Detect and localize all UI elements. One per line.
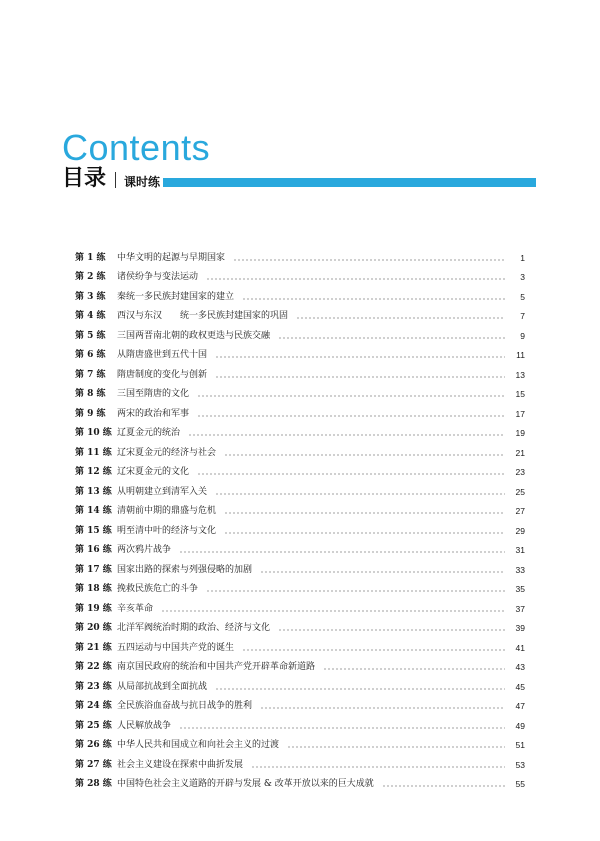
toc-leader-dots <box>296 317 505 319</box>
toc-entry-page: 29 <box>515 525 525 536</box>
toc-leader-dots <box>278 337 505 339</box>
toc-entry-number: 第 5 练 <box>75 330 106 341</box>
toc-entry[interactable] <box>75 268 525 288</box>
toc-entry-page: 35 <box>515 584 525 595</box>
toc-entry-title: 挽救民族危亡的斗争 <box>117 584 199 595</box>
toc-entry-page: 55 <box>515 779 525 790</box>
toc-leader-dots <box>215 688 505 690</box>
toc-entry-title: 五四运动与中国共产党的诞生 <box>117 642 235 653</box>
toc-entry[interactable] <box>75 580 525 600</box>
toc-title-cn: 目录 <box>62 166 107 191</box>
toc-entry-number: 第 7 练 <box>75 369 106 380</box>
toc-entry-title: 南京国民政府的统治和中国共产党开辟革命新道路 <box>117 662 316 673</box>
toc-entry-page: 5 <box>520 291 525 302</box>
toc-entry[interactable] <box>75 326 525 346</box>
toc-entry-page: 27 <box>515 506 525 517</box>
toc-entry-page: 13 <box>515 369 525 380</box>
toc-entry-title: 明至清中叶的经济与文化 <box>117 525 217 536</box>
toc-leader-dots <box>215 376 505 378</box>
toc-entry[interactable] <box>75 385 525 405</box>
toc-entry-number: 第 15 练 <box>75 525 112 536</box>
toc-leader-dots <box>215 356 505 358</box>
toc-entry-page: 43 <box>515 662 525 673</box>
toc-entry-number: 第 20 练 <box>75 623 112 634</box>
toc-entry-number: 第 25 练 <box>75 720 112 731</box>
toc-entry-title: 中华文明的起源与早期国家 <box>117 252 226 263</box>
toc-entry-number: 第 16 练 <box>75 545 112 556</box>
toc-entry-title: 北洋军阀统治时期的政治、经济与文化 <box>117 623 271 634</box>
toc-entry[interactable] <box>75 677 525 697</box>
toc-leader-dots <box>197 395 505 397</box>
toc-leader-dots <box>233 259 505 261</box>
toc-entry-title: 从明朝建立到清军入关 <box>117 486 208 497</box>
toc-entry-title: 辽宋夏金元的文化 <box>117 467 190 478</box>
title-row <box>62 166 536 192</box>
toc-entry-number: 第 17 练 <box>75 564 112 575</box>
toc-entry[interactable] <box>75 482 525 502</box>
toc-entry-number: 第 8 练 <box>75 389 106 400</box>
toc-entry[interactable] <box>75 638 525 658</box>
toc-leader-dots <box>260 571 505 573</box>
toc-leader-dots <box>278 629 505 631</box>
toc-entry-number: 第 14 练 <box>75 506 112 517</box>
toc-entry-page: 33 <box>515 564 525 575</box>
toc-leader-dots <box>382 785 505 787</box>
toc-leader-dots <box>224 532 505 534</box>
toc-entry[interactable] <box>75 541 525 561</box>
toc-leader-dots <box>161 610 505 612</box>
toc-entry[interactable] <box>75 404 525 424</box>
toc-leader-dots <box>224 512 505 514</box>
toc-entry-title: 辽宋夏金元的经济与社会 <box>117 447 217 458</box>
toc-entry-page: 41 <box>515 642 525 653</box>
toc-entry-title: 社会主义建设在探索中曲折发展 <box>117 759 244 770</box>
toc-entry-page: 37 <box>515 603 525 614</box>
toc-leader-dots <box>197 415 505 417</box>
toc-entry-page: 1 <box>520 252 525 263</box>
toc-entry-page: 9 <box>520 330 525 341</box>
toc-entry-page: 31 <box>515 545 525 556</box>
toc-entry-title: 西汉与东汉 统一多民族封建国家的巩固 <box>117 311 289 322</box>
toc-entry[interactable] <box>75 346 525 366</box>
toc-entry[interactable] <box>75 521 525 541</box>
toc-leader-dots <box>242 298 505 300</box>
toc-entry-title: 辽夏金元的统治 <box>117 428 181 439</box>
toc-entry[interactable] <box>75 716 525 736</box>
toc-entry-title: 两宋的政治和军事 <box>117 408 190 419</box>
toc-leader-dots <box>215 493 505 495</box>
toc-entry-number: 第 27 练 <box>75 759 112 770</box>
toc-entry-number: 第 10 练 <box>75 428 112 439</box>
toc-entry[interactable] <box>75 307 525 327</box>
accent-bar <box>163 178 536 187</box>
toc-entry-page: 11 <box>516 350 525 361</box>
toc-entry-number: 第 23 练 <box>75 681 112 692</box>
toc-leader-dots <box>188 434 505 436</box>
toc-entry-number: 第 13 练 <box>75 486 112 497</box>
toc-entry-number: 第 6 练 <box>75 350 106 361</box>
toc-entry-title: 国家出路的探索与列强侵略的加剧 <box>117 564 253 575</box>
toc-entry-number: 第 22 练 <box>75 662 112 673</box>
contents-title: Contents <box>62 127 211 168</box>
toc-entry[interactable] <box>75 775 525 795</box>
toc-entry[interactable] <box>75 287 525 307</box>
toc-entry-page: 7 <box>520 311 525 322</box>
toc-entry-page: 21 <box>515 447 525 458</box>
toc-entry-title: 中华人民共和国成立和向社会主义的过渡 <box>117 740 280 751</box>
toc-entry[interactable] <box>75 424 525 444</box>
toc-entry-number: 第 1 练 <box>75 252 106 263</box>
toc-entry-page: 39 <box>515 623 525 634</box>
toc-entry[interactable] <box>75 697 525 717</box>
toc-leader-dots <box>206 590 505 592</box>
toc-entry-number: 第 12 练 <box>75 467 112 478</box>
section-subtitle: 课时练 <box>124 175 161 189</box>
toc-entry-title: 人民解放战争 <box>117 720 172 731</box>
toc-entry-title: 从局部抗战到全面抗战 <box>117 681 208 692</box>
toc-entry-title: 诸侯纷争与变法运动 <box>117 272 199 283</box>
toc-entry-title: 两次鸦片战争 <box>117 545 172 556</box>
toc-entry[interactable] <box>75 658 525 678</box>
toc-entry-number: 第 24 练 <box>75 701 112 712</box>
toc-entry[interactable] <box>75 599 525 619</box>
title-divider <box>115 172 116 188</box>
toc-leader-dots <box>179 551 505 553</box>
toc-leader-dots <box>179 727 505 729</box>
toc-entry-page: 53 <box>515 759 525 770</box>
toc-entry-number: 第 9 练 <box>75 408 106 419</box>
toc-entry-number: 第 4 练 <box>75 311 106 322</box>
toc-entry[interactable] <box>75 755 525 775</box>
toc-entry[interactable] <box>75 365 525 385</box>
toc-entry-page: 49 <box>515 720 525 731</box>
toc-entry-page: 17 <box>515 408 525 419</box>
toc-leader-dots <box>224 454 505 456</box>
toc-entry-page: 19 <box>515 428 525 439</box>
toc-entry-page: 23 <box>515 467 525 478</box>
toc-entry-title: 辛亥革命 <box>117 603 154 614</box>
toc-entry-number: 第 19 练 <box>75 603 112 614</box>
toc-entry-page: 3 <box>520 272 525 283</box>
toc-entry-number: 第 26 练 <box>75 740 112 751</box>
toc-entry-page: 15 <box>515 389 525 400</box>
toc-leader-dots <box>197 473 505 475</box>
toc-entry[interactable] <box>75 560 525 580</box>
toc-entry-page: 25 <box>515 486 525 497</box>
toc-leader-dots <box>206 278 505 280</box>
toc-entry[interactable] <box>75 619 525 639</box>
toc-entry-title: 隋唐制度的变化与创新 <box>117 369 208 380</box>
toc-entry-page: 45 <box>515 681 525 692</box>
toc-entry-number: 第 18 练 <box>75 584 112 595</box>
toc-entry-title: 中国特色社会主义道路的开辟与发展 & 改革开放以来的巨大成就 <box>117 779 374 790</box>
toc-entry-page: 47 <box>515 701 525 712</box>
toc-entry-number: 第 3 练 <box>75 291 106 302</box>
toc-entry-number: 第 28 练 <box>75 779 112 790</box>
toc-entry-number: 第 21 练 <box>75 642 112 653</box>
toc-leader-dots <box>260 707 505 709</box>
toc-entry-title: 全民族浴血奋战与抗日战争的胜利 <box>117 701 253 712</box>
toc-entry-title: 清朝前中期的鼎盛与危机 <box>117 506 217 517</box>
toc-leader-dots <box>251 766 505 768</box>
toc-list <box>75 248 525 794</box>
toc-leader-dots <box>287 746 505 748</box>
toc-entry[interactable] <box>75 736 525 756</box>
toc-entry-title: 三国至隋唐的文化 <box>117 389 190 400</box>
toc-entry-title: 秦统一多民族封建国家的建立 <box>117 291 235 302</box>
toc-entry[interactable] <box>75 502 525 522</box>
toc-entry[interactable] <box>75 443 525 463</box>
toc-entry-page: 51 <box>515 740 525 751</box>
toc-leader-dots <box>323 668 505 670</box>
toc-entry[interactable] <box>75 463 525 483</box>
toc-entry[interactable] <box>75 248 525 268</box>
toc-entry-number: 第 2 练 <box>75 272 106 283</box>
toc-entry-title: 从隋唐盛世到五代十国 <box>117 350 208 361</box>
toc-leader-dots <box>242 649 505 651</box>
toc-entry-number: 第 11 练 <box>75 447 112 458</box>
toc-entry-title: 三国两晋南北朝的政权更迭与民族交融 <box>117 330 271 341</box>
